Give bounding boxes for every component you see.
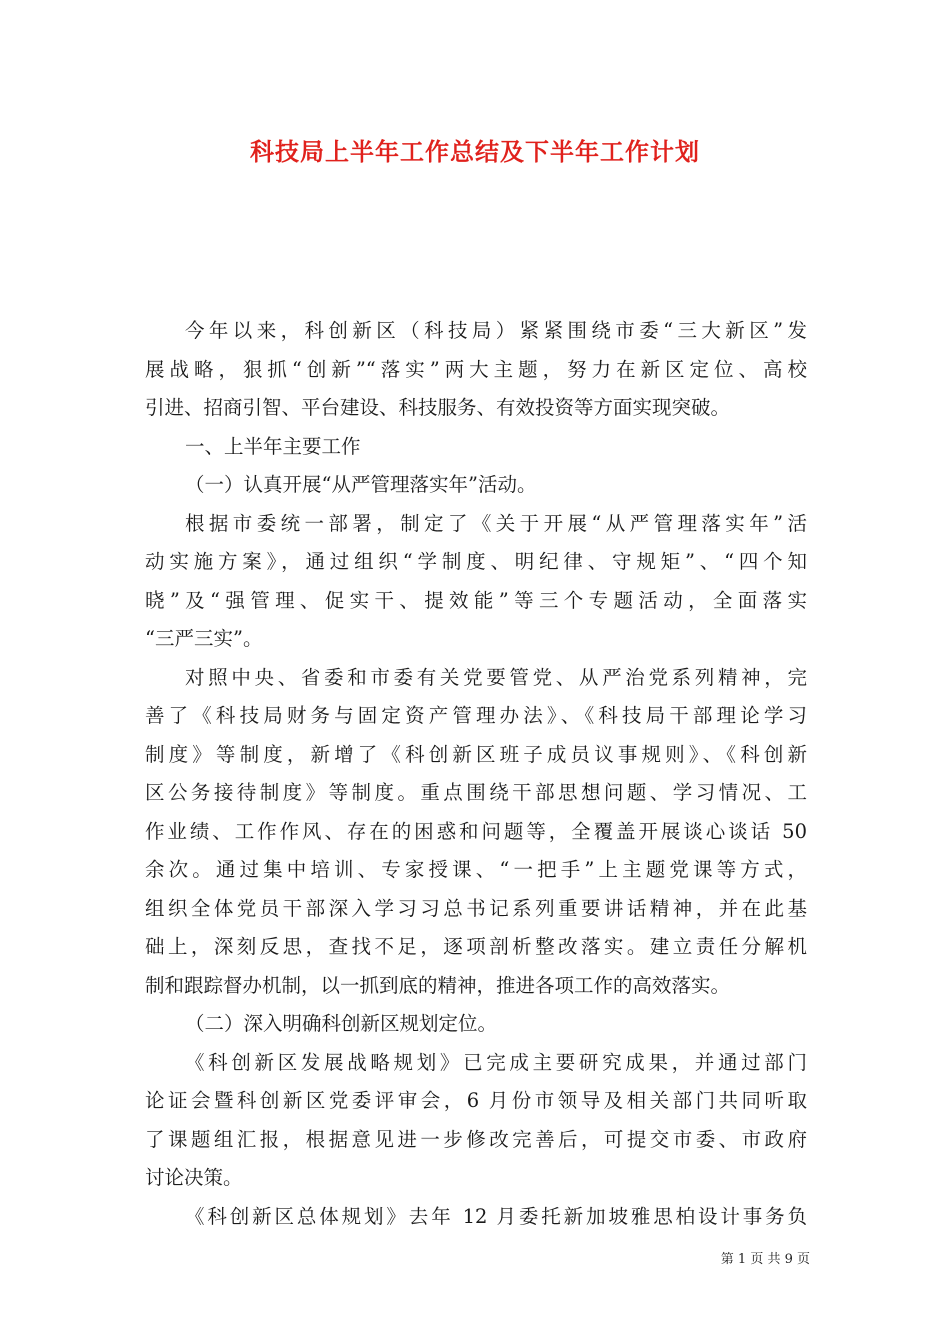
page-number: 第 1 页 共 9 页 bbox=[720, 1252, 810, 1267]
text-line: 制度》等制度，新增了《科创新区班子成员议事规则》、《科创新 bbox=[145, 742, 807, 766]
text-line: 余次。通过集中培训、专家授课、“一把手”上主题党课等方式， bbox=[145, 858, 807, 881]
text-line: （一）认真开展“从严管理落实年”活动。 bbox=[185, 473, 537, 496]
text-line: 对照中央、省委和市委有关党要管党、从严治党系列精神，完 bbox=[185, 665, 807, 689]
text-line: 晓”及“强管理、促实干、提效能”等三个专题活动，全面落实 bbox=[145, 588, 807, 612]
text-line: 础上，深刻反思，查找不足，逐项剖析整改落实。建立责任分解机 bbox=[145, 935, 807, 958]
text-line: 制和跟踪督办机制，以一抓到底的精神，推进各项工作的高效落实。 bbox=[145, 973, 731, 997]
text-line: 根据市委统一部署，制定了《关于开展“从严管理落实年”活 bbox=[185, 511, 807, 535]
text-line: 讨论决策。 bbox=[145, 1166, 243, 1189]
text-line: 动实施方案》，通过组织“学制度、明纪律、守规矩”、“四个知 bbox=[145, 550, 807, 573]
text-line: （二）深入明确科创新区规划定位。 bbox=[185, 1012, 498, 1035]
text-line: 善了《科技局财务与固定资产管理办法》、《科技局干部理论学习 bbox=[145, 704, 807, 727]
text-line: 作业绩、工作作风、存在的困惑和问题等，全覆盖开展谈心谈话 50 bbox=[145, 819, 807, 843]
text-line: 了课题组汇报，根据意见进一步修改完善后，可提交市委、市政府 bbox=[145, 1127, 807, 1151]
text-line: 引进、招商引智、平台建设、科技服务、有效投资等方面实现突破。 bbox=[145, 396, 731, 419]
text-line: 一、上半年主要工作 bbox=[185, 434, 361, 458]
text-line: 展战略，狠抓“创新”“落实”两大主题，努力在新区定位、高校 bbox=[145, 357, 807, 381]
text-line: 区公务接待制度》等制度。重点围绕干部思想问题、学习情况、工 bbox=[145, 781, 807, 804]
text-line: “三严三实”。 bbox=[145, 627, 263, 650]
text-line: 《科创新区发展战略规划》已完成主要研究成果，并通过部门 bbox=[185, 1050, 807, 1074]
text-line: 《科创新区总体规划》去年 12 月委托新加坡雅思柏设计事务负 bbox=[185, 1204, 807, 1228]
text-line: 组织全体党员干部深入学习习总书记系列重要讲话精神，并在此基 bbox=[145, 896, 807, 920]
document-title: 科技局上半年工作总结及下半年工作计划 bbox=[250, 137, 700, 166]
text-line: 论证会暨科创新区党委评审会，6 月份市领导及相关部门共同听取 bbox=[145, 1089, 807, 1112]
text-line: 今年以来，科创新区（科技局）紧紧围绕市委“三大新区”发 bbox=[185, 319, 807, 342]
document-body bbox=[145, 312, 807, 1236]
